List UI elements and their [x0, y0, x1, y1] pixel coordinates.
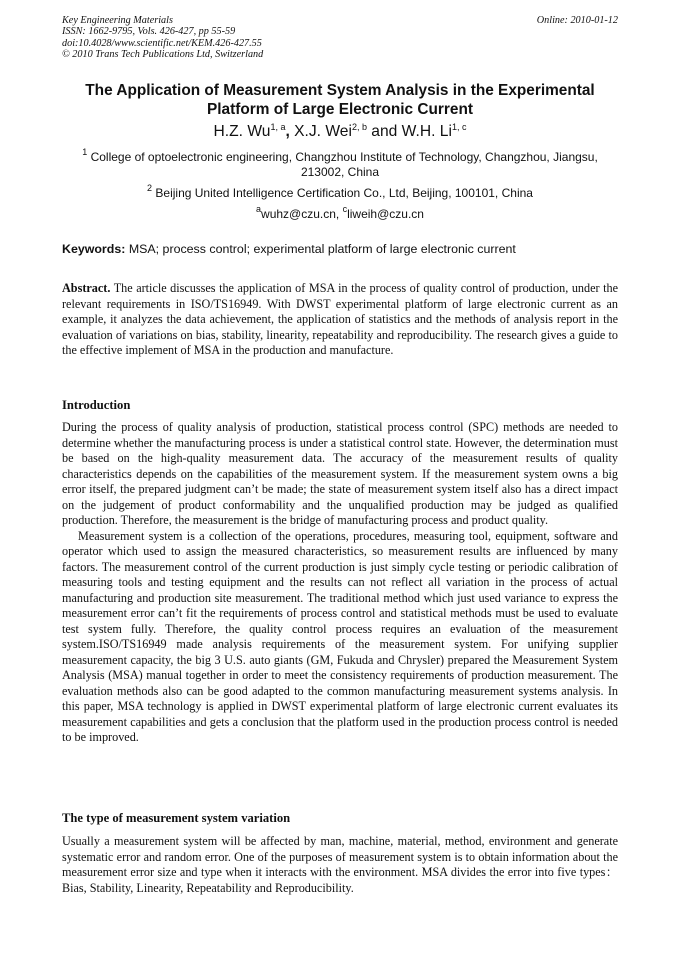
affiliation-mark: 2	[147, 183, 153, 193]
author-affil-mark: 1, a	[270, 122, 286, 132]
affiliation-text: College of optoelectronic engineering, Changzhou Institute of Technology, Changzhou, Jiangsu, 213002, China	[90, 150, 598, 179]
online-date: Online: 2010-01-12	[536, 15, 618, 26]
author-name: H.Z. Wu	[213, 123, 271, 140]
paragraph: Measurement system is a collection of the operations, procedures, measuring tool, equipment, software and operator which used to assign the measured characteristics, so measurement results are influenced by many factors. The measurement control of the current production is just simply cycle testing or periodic calibration of measuring tools and testing equipment and the results can not reflect all variation in the process of actual manufacturing and production site measurement. The traditional method which just used variance to express the measurement error can’t fit the requirements of process control and statistical methods must be used to evaluate test system fully. Therefore, the quality control process requires an evaluation of the measurement system.ISO/TS16949 made analysis requirements of the measurement system. For unifying supplier measurement capacity, the big 3 U.S. auto giants (GM, Fukuda and Chrysler) prepared the Measurement System Analysis (MSA) manual together in order to meet the consistency requirements of production measurement. The evaluation methods also can be good adapted to the common manufacturing measurement systems analysis. In this paper, MSA technology is applied in DWST experimental platform of large electronic current evaluates its measurement capabilities and gets a conclusion that the platform used in the production process control is needed to be improved.	[62, 528, 618, 744]
abstract	[62, 281, 618, 359]
affiliation	[62, 183, 618, 201]
journal-doi: doi:10.4028/www.scientific.net/KEM.426-427.55	[62, 37, 262, 49]
keywords-text: MSA; process control; experimental platform of large electronic current	[128, 242, 516, 256]
variation-paragraph: Usually a measurement system will be affected by man, machine, material, method, environment and generate systematic error and random error. One of the purposes of measurement system is to obtain information about the measurement error size and type when it interacts with the environment. MSA divides the error into five types： Bias, Stability, Linearity, Repeatability and Reproducibility.	[62, 834, 618, 895]
email-mark: c	[342, 204, 348, 214]
author-separator: ,	[285, 123, 290, 140]
email-address: liweih@czu.cn	[347, 207, 424, 221]
author-name: X.J. Wei	[294, 123, 352, 140]
email-address: wuhz@czu.cn	[261, 207, 336, 221]
author-emails	[62, 204, 618, 222]
author-conjunction: and	[371, 123, 398, 140]
section-heading-variation: The type of measurement system variation	[62, 811, 291, 825]
journal-copyright: © 2010 Trans Tech Publications Ltd, Switzerland	[62, 49, 264, 61]
affiliation-mark: 1	[82, 147, 88, 157]
introduction-body	[62, 420, 618, 746]
paragraph: During the process of quality analysis of production, statistical process control (SPC) methods are needed to determine whether the manufacturing process is under a statistical control state. However, the determination must be based on the high-quality measurement data. The accuracy of the measurement results of quality characteristics depends on the capabilities of the measurement system. If the measurement system owns a big error itself, the prepared judgment can’t be made; the state of measurement system itself also has a direct impact on the judgement of product conformability and the unqualified production may be judged as qualified production. Therefore, the measurement is the bridge of manufacturing process and product quality.	[62, 420, 618, 527]
abstract-label: Abstract.	[62, 281, 111, 295]
journal-header	[62, 15, 618, 61]
journal-name: Key Engineering Materials	[62, 15, 173, 26]
affiliation	[62, 147, 618, 180]
author-affil-mark: 2, b	[351, 122, 367, 132]
journal-issn: ISSN: 1662-9795, Vols. 426-427, pp 55-59	[62, 26, 236, 38]
keywords	[62, 242, 618, 257]
author-affil-mark: 1, c	[451, 122, 467, 132]
abstract-text: The article discusses the application of MSA in the process of quality control of production, under the relevant requirements in ISO/TS16949. With DWST experimental platform of large electronic current as an example, it analyzes the data achievement, the application of statistics and the methods of analysis report in the evaluation of variations on bias, stability, linearity, repeatability and reproducibility. The research gives a guide to the effective implement of MSA in the production and manufacture.	[62, 281, 618, 357]
email-separator: ,	[335, 207, 343, 221]
section-heading-introduction: Introduction	[62, 398, 131, 412]
author-name: W.H. Li	[401, 123, 452, 140]
paper-title: The Application of Measurement System Analysis in the Experimental Platform of Large Electronic Current	[85, 82, 595, 118]
author-list	[62, 122, 618, 142]
keywords-label: Keywords:	[62, 242, 126, 256]
affiliation-text: Beijing United Intelligence Certification Co., Ltd, Beijing, 100101, China	[155, 186, 533, 200]
email-mark: a	[256, 204, 262, 214]
